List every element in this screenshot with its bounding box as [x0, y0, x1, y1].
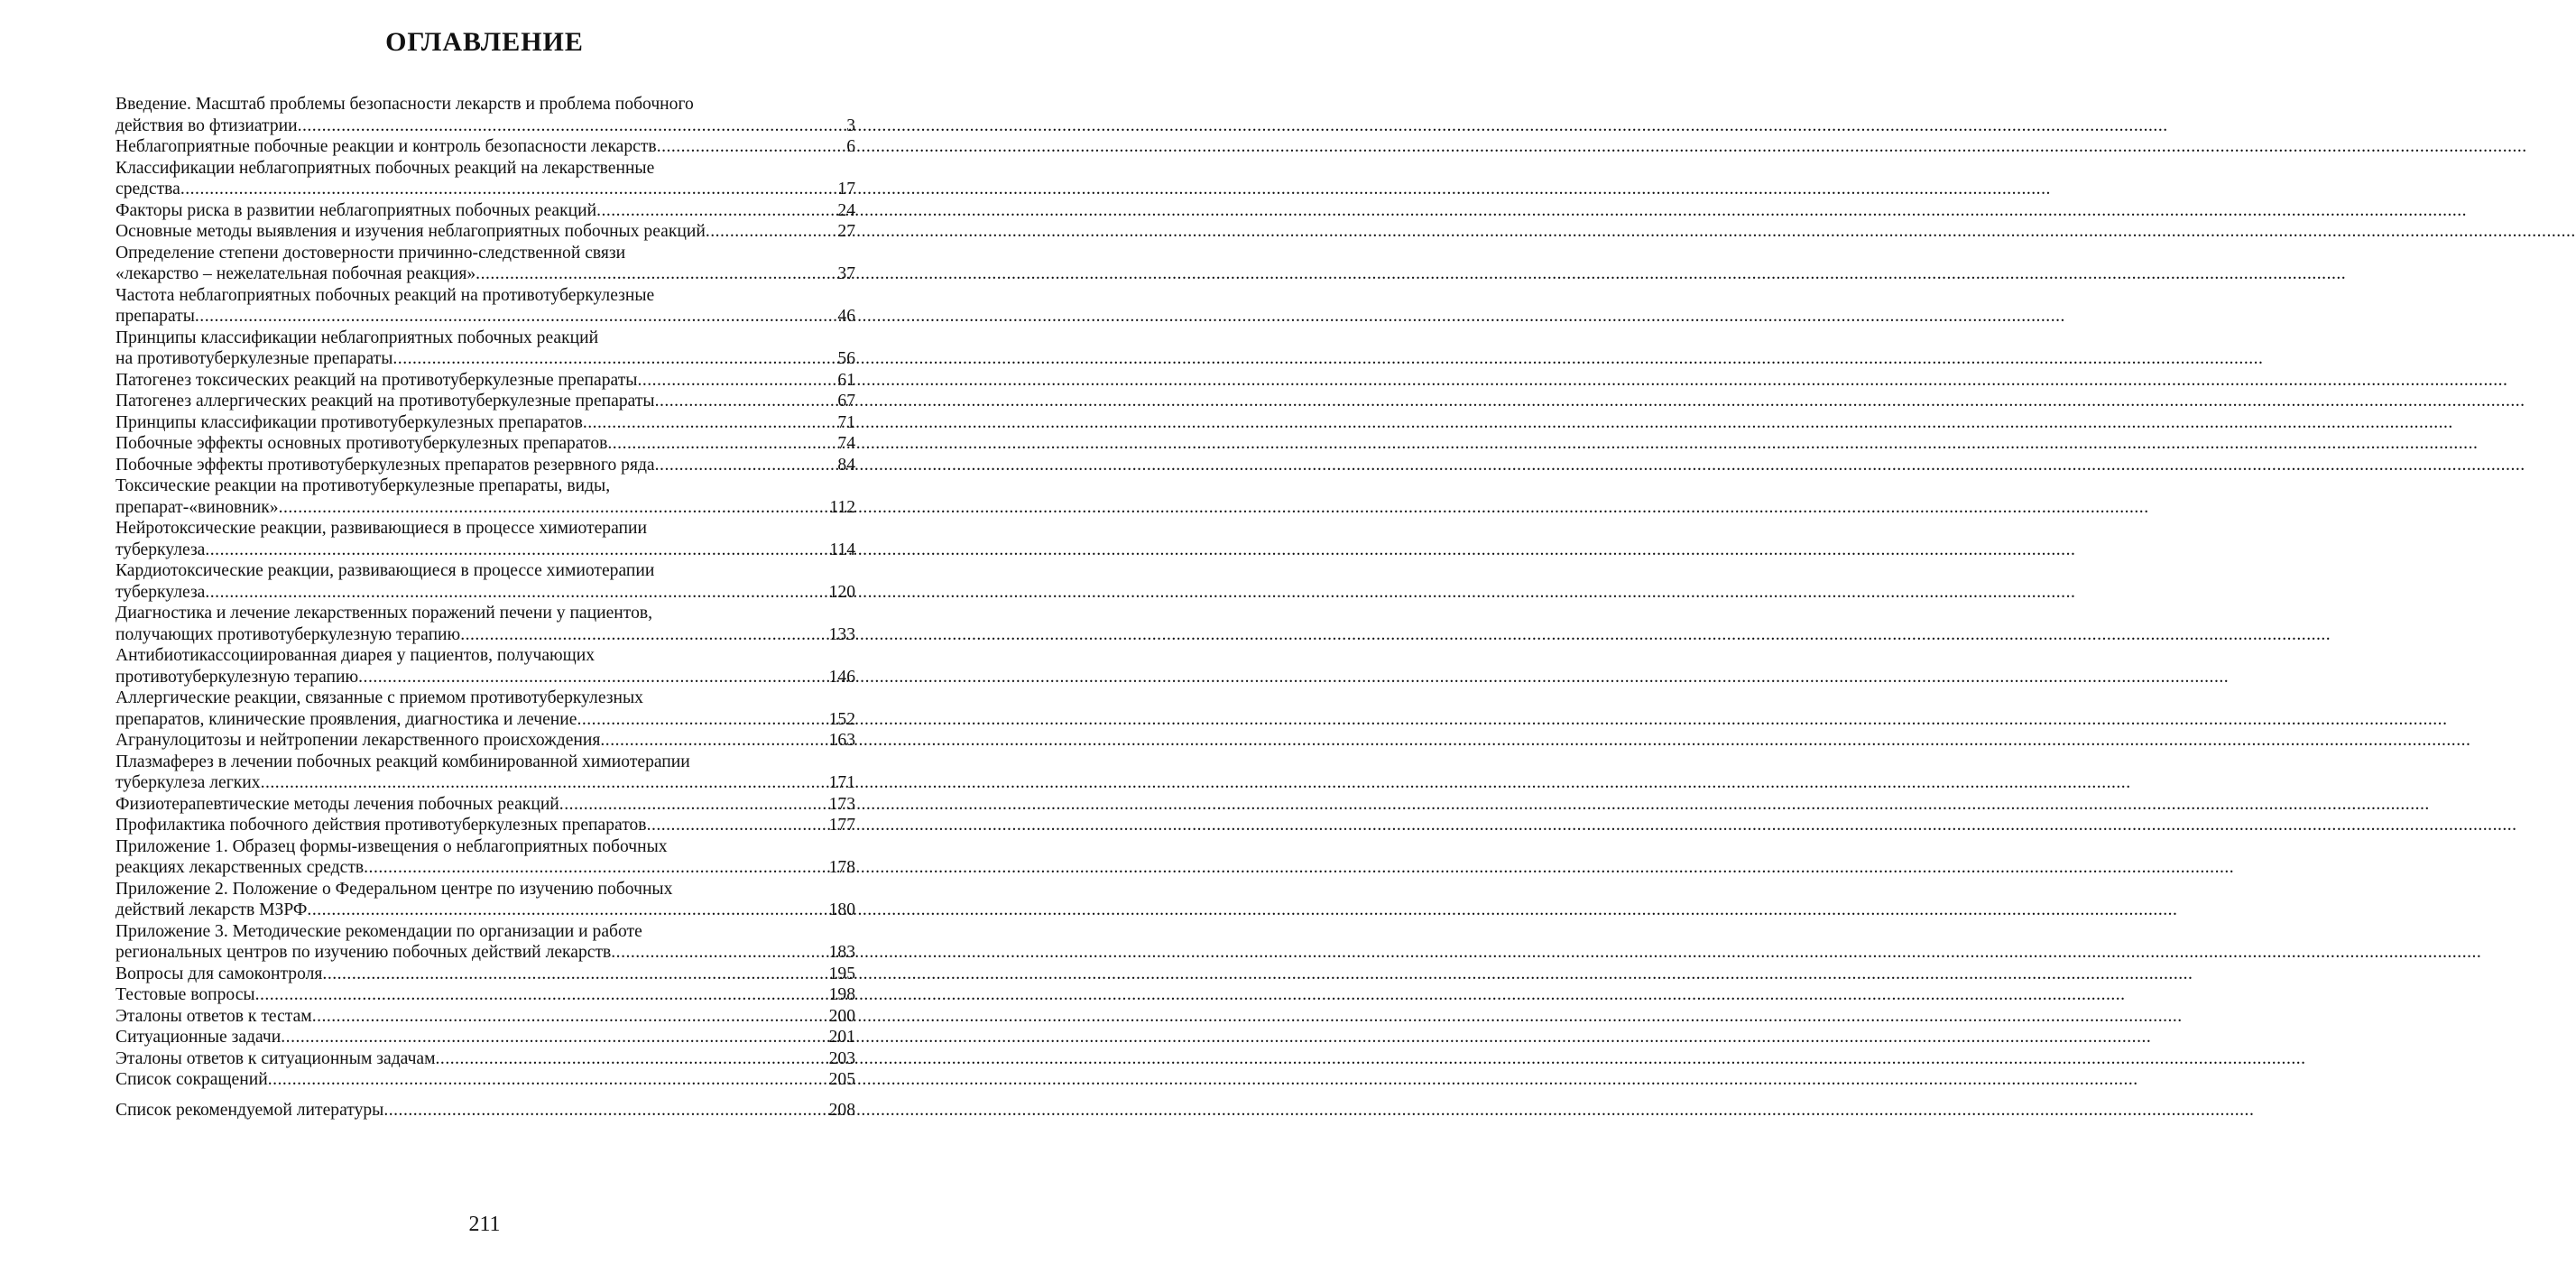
- toc-entry-line: Эталоны ответов к тестам: [115, 1006, 312, 1026]
- toc-entry[interactable]: [115, 1027, 855, 1048]
- toc-entry[interactable]: [115, 221, 855, 243]
- toc-entry[interactable]: [115, 730, 855, 752]
- toc-entry[interactable]: [115, 1100, 855, 1121]
- toc-entry[interactable]: [115, 475, 855, 518]
- toc-page-number: 173: [828, 794, 855, 814]
- dot-leader: [205, 540, 829, 561]
- toc-entry-line: получающих противотуберкулезную терапию: [115, 624, 461, 644]
- toc-entry-line: Неблагоприятные побочные реакции и контроль безопасности лекарств: [115, 137, 657, 156]
- toc-entry[interactable]: [115, 94, 855, 136]
- toc-page-number: 171: [828, 773, 855, 792]
- dot-leader: [281, 1027, 828, 1048]
- toc-entry-line: Патогенез аллергических реакций на противотуберкулезные препараты: [115, 392, 655, 411]
- toc-entry-line: Эталоны ответов к ситуационным задачам: [115, 1048, 436, 1068]
- toc-page-number: 84: [837, 455, 855, 475]
- dot-leader: [195, 306, 838, 328]
- toc-entry-line: Патогенез токсических реакций на противотуберкулезные препараты: [115, 370, 638, 390]
- toc-page-number: 6: [846, 137, 855, 156]
- dot-leader: [637, 370, 837, 392]
- dot-leader: [583, 412, 838, 434]
- toc-entry[interactable]: [115, 136, 855, 158]
- toc-page-number: 37: [837, 264, 855, 283]
- dot-leader: [358, 667, 828, 688]
- dot-leader: [655, 391, 838, 412]
- dot-leader: [322, 964, 828, 985]
- toc-page-number: 198: [828, 985, 855, 1004]
- toc-page-number: 205: [828, 1070, 855, 1089]
- toc-page-number: 195: [828, 964, 855, 983]
- toc-entry[interactable]: [115, 879, 855, 921]
- toc-entry[interactable]: [115, 391, 855, 412]
- toc-entry[interactable]: [115, 328, 855, 370]
- dot-leader: [255, 984, 829, 1006]
- dot-leader: [607, 433, 837, 455]
- toc-entry-line: действия во фтизиатрии: [115, 115, 298, 135]
- toc-entry[interactable]: [115, 412, 855, 434]
- toc-entry-line: туберкулеза: [115, 540, 206, 559]
- toc-entry-line: Аллергические реакции, связанные с приемом противотуберкулезных: [115, 688, 643, 707]
- toc-entry-line: Побочные эффекты противотуберкулезных препаратов резервного ряда: [115, 455, 655, 475]
- toc-entry-line: Вопросы для самоконтроля: [115, 964, 323, 983]
- toc-entry-line: препарат-«виновник»: [115, 497, 279, 517]
- toc-entry[interactable]: [115, 370, 855, 392]
- dot-leader: [596, 200, 837, 222]
- toc-entry-line: препараты: [115, 307, 195, 326]
- toc-entry-line: Антибиотикассоциированная диарея у пациентов, получающих: [115, 646, 596, 665]
- toc-entry-line: противотуберкулезную терапию: [115, 667, 359, 687]
- toc-entry[interactable]: [115, 518, 855, 560]
- toc-page-number: 56: [837, 349, 855, 368]
- dot-leader: [475, 263, 837, 285]
- toc-entry[interactable]: [115, 1048, 855, 1070]
- toc-page-number: 208: [828, 1100, 855, 1120]
- toc-entry-line: региональных центров по изучению побочных действий лекарств: [115, 943, 612, 962]
- toc-page-number: 27: [837, 222, 855, 241]
- toc-page-number: 71: [837, 412, 855, 432]
- toc-entry-line: Принципы классификации неблагоприятных побочных реакций: [115, 328, 599, 347]
- dot-leader: [559, 794, 829, 816]
- toc-entry-line: Побочные эффекты основных противотуберкулезных препаратов: [115, 434, 608, 453]
- toc-entry-line: на противотуберкулезные препараты: [115, 349, 393, 368]
- dot-leader: [261, 772, 829, 794]
- toc-page-number: 24: [837, 200, 855, 220]
- toc-entry-line: Физиотерапевтические методы лечения побочных реакций: [115, 794, 559, 814]
- dot-leader: [655, 455, 838, 476]
- toc-page-number: 114: [829, 540, 855, 559]
- toc-page-number: 61: [837, 370, 855, 390]
- toc-entry-line: туберкулеза легких: [115, 773, 261, 792]
- toc-entry-line: Введение. Масштаб проблемы безопасности лекарств и проблема побочного: [115, 95, 694, 114]
- toc-page-number: 183: [828, 943, 855, 962]
- toc-entry[interactable]: [115, 984, 855, 1006]
- toc-entry-line: Определение степени достоверности причинно-следственной связи: [115, 243, 626, 263]
- toc-page-number: 200: [828, 1006, 855, 1026]
- toc-page-number: 177: [828, 816, 855, 835]
- toc-entry-line: «лекарство – нежелательная побочная реакция»: [115, 264, 476, 283]
- toc-entry-line: Профилактика побочного действия противотуберкулезных препаратов: [115, 816, 647, 835]
- dot-leader: [611, 942, 828, 964]
- toc-page-number: 180: [828, 900, 855, 919]
- toc-entry[interactable]: [115, 560, 855, 603]
- toc-page-number: 120: [828, 582, 855, 602]
- toc-entry[interactable]: [115, 815, 855, 836]
- toc-entry-line: Факторы риска в развитии неблагоприятных побочных реакций: [115, 200, 597, 220]
- page-number: 211: [468, 1213, 501, 1236]
- toc-entry[interactable]: [115, 964, 855, 985]
- toc-entry-line: Кардиотоксические реакции, развивающиеся в процессе химиотерапии: [115, 561, 655, 580]
- toc-entry[interactable]: [115, 158, 855, 200]
- toc-entry-line: Нейротоксические реакции, развивающиеся в процессе химиотерапии: [115, 519, 647, 538]
- dot-leader: [706, 221, 838, 243]
- dot-leader: [279, 497, 830, 519]
- toc-page-number: 46: [837, 307, 855, 326]
- dot-leader: [364, 857, 828, 879]
- toc-entry[interactable]: [115, 836, 855, 879]
- toc-entry-line: Диагностика и лечение лекарственных поражений печени у пациентов,: [115, 604, 653, 623]
- toc-entry-line: Приложение 1. Образец формы-извещения о неблагоприятных побочных: [115, 836, 668, 856]
- toc-entry[interactable]: [115, 200, 855, 222]
- dot-leader: [392, 348, 837, 370]
- toc-page-number: 178: [828, 858, 855, 877]
- toc-entry-line: Основные методы выявления и изучения неблагоприятных побочных реакций: [115, 222, 706, 241]
- toc-entry-line: препаратов, клинические проявления, диагностика и лечение: [115, 709, 577, 729]
- dot-leader: [307, 900, 828, 921]
- toc-page-number: 163: [828, 731, 855, 750]
- page-title: ОГЛАВЛЕНИЕ: [385, 27, 584, 57]
- toc-entry-line: Ситуационные задачи: [115, 1028, 282, 1047]
- toc-page-number: 112: [829, 497, 855, 517]
- dot-leader: [577, 709, 828, 731]
- toc-page-number: 203: [828, 1048, 855, 1068]
- toc-entry-line: Список сокращений: [115, 1070, 268, 1089]
- toc-entry[interactable]: [115, 752, 855, 794]
- toc-entry[interactable]: [115, 921, 855, 964]
- dot-leader: [657, 136, 847, 158]
- toc-entry[interactable]: [115, 1006, 855, 1028]
- toc-entry[interactable]: [115, 455, 855, 476]
- toc-page-number: 3: [846, 115, 855, 135]
- toc-entry[interactable]: [115, 603, 855, 645]
- toc-entry[interactable]: [115, 794, 855, 816]
- toc-page-number: 201: [828, 1028, 855, 1047]
- toc-entry-line: Плазмаферез в лечении побочных реакций комбинированной химиотерапии: [115, 752, 690, 771]
- toc-entry[interactable]: [115, 645, 855, 688]
- toc-entry-line: туберкулеза: [115, 582, 206, 602]
- toc-page-number: 17: [837, 180, 855, 198]
- toc-entry-line: Токсические реакции на противотуберкулезные препараты, виды,: [115, 476, 611, 495]
- toc-entry-line: Приложение 2. Положение о Федеральном центре по изучению побочных: [115, 879, 673, 899]
- toc-entry-line: Агранулоцитозы и нейтропении лекарственного происхождения: [115, 731, 601, 750]
- table-of-contents: [115, 94, 855, 1121]
- dot-leader: [647, 815, 829, 836]
- toc-entry[interactable]: [115, 433, 855, 455]
- dot-leader: [268, 1069, 829, 1091]
- toc-entry[interactable]: [115, 243, 855, 285]
- dot-leader: [383, 1100, 828, 1121]
- dot-leader: [180, 179, 838, 200]
- toc-entry-line: Список рекомендуемой литературы: [115, 1100, 384, 1120]
- toc-entry-line: Классификации неблагоприятных побочных реакций на лекарственные: [115, 158, 655, 178]
- dot-leader: [600, 730, 828, 752]
- toc-entry-line: средства: [115, 180, 180, 198]
- toc-entry-line: реакциях лекарственных средств: [115, 858, 365, 877]
- toc-page-number: 146: [828, 667, 855, 687]
- dot-leader: [312, 1006, 829, 1028]
- toc-page-number: 133: [828, 624, 855, 644]
- toc-entry[interactable]: [115, 688, 855, 730]
- toc-entry[interactable]: [115, 1069, 855, 1091]
- toc-page-number: 152: [828, 709, 855, 729]
- toc-entry-line: действий лекарств МЗРФ: [115, 900, 308, 919]
- toc-entry[interactable]: [115, 285, 855, 328]
- toc-entry-line: Тестовые вопросы: [115, 985, 255, 1004]
- toc-entry-line: Частота неблагоприятных побочных реакций на противотуберкулезные: [115, 285, 655, 305]
- toc-page-number: 74: [837, 434, 855, 453]
- toc-page-number: 67: [837, 392, 855, 411]
- dot-leader: [460, 624, 828, 646]
- toc-entry-line: Приложение 3. Методические рекомендации по организации и работе: [115, 921, 642, 941]
- dot-leader: [298, 115, 847, 137]
- dot-leader: [436, 1048, 829, 1070]
- dot-leader: [205, 582, 828, 604]
- toc-entry-line: Принципы классификации противотуберкулезных препаратов: [115, 412, 583, 432]
